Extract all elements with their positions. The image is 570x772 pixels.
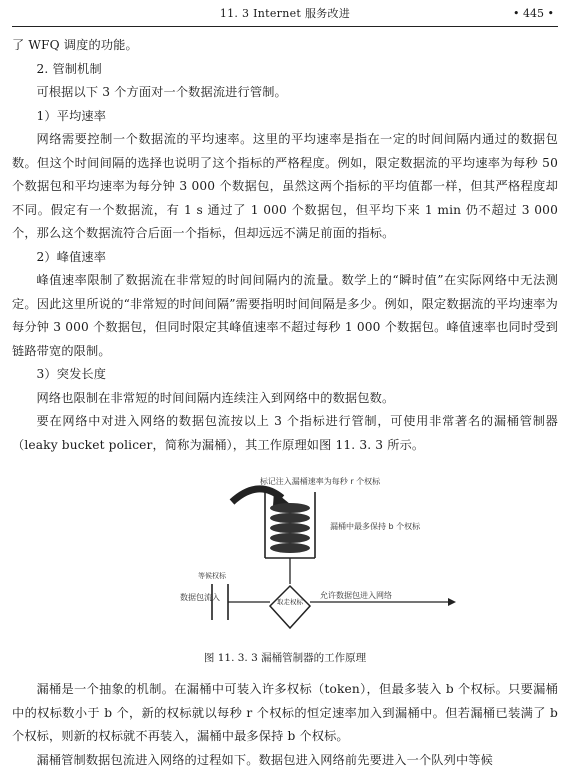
leaky-bucket-figure [170,474,470,640]
paragraph: 要在网络中对进入网络的数据包流按以上 3 个指标进行管制，可使用非常著名的漏桶管制器（leaky bucket policer，简称为漏桶），其工作原理如图 11. 3. 3 所示。 [12,410,558,457]
leaky-bucket-diagram [170,474,470,640]
figure-caption: 图 11. 3. 3 漏桶管制器的工作原理 [0,650,570,665]
token-icon [270,503,310,513]
token-icon [270,543,310,553]
body-text-bottom [12,678,558,772]
diamond-label: 取走权标 [277,597,304,606]
input-label: 数据包流入 [180,592,220,602]
token-icon [270,523,310,533]
bucket-capacity-label: 漏桶中最多保持 b 个权标 [330,521,421,531]
diamond-shape [270,586,310,628]
body-text [12,34,558,457]
item-heading: 1）平均速率 [12,105,558,129]
paragraph: 峰值速率限制了数据流在非常短的时间间隔内的流量。数学上的“瞬时值”在实际网络中无法测定。因此这里所说的“非常短的时间间隔”需要指明时间间隔是多少。例如，限定数据流的平均速率为每分钟 3 000 个数据包，但同时限定其峰值速率不超过每秒 1 000 个数据包。峰值速率也同时受到链路带宽的限制。 [12,269,558,363]
paragraph: 可根据以下 3 个方面对一个数据流进行管制。 [12,81,558,105]
page-number: • 445 • [513,0,554,28]
item-heading: 3）突发长度 [12,363,558,387]
paragraph: 网络需要控制一个数据流的平均速率。这里的平均速率是指在一定的时间间隔内通过的数据包数。但这个时间间隔的选择也说明了这个指标的严格程度。例如，限定数据流的平均速率为每秒 50 个数据包和平均速率为每分钟 3 000 个数据包，虽然这两个指标的平均值都一样，但其严格程度却不同。假定有一个数据流，有 1 s 通过了 1 000 个数据包，但平均下来 1 min 仍不超过 3 000 个，那么这个数据流符合后面一个指标，但却远远不满足前面的指标。 [12,128,558,246]
output-arrow-icon [448,598,456,606]
section-title: 11. 3 Internet 服务改进 [12,0,558,28]
paragraph: 网络也限制在非常短的时间间隔内连续注入到网络中的数据包数。 [12,387,558,411]
paragraph: 漏桶管制数据包流进入网络的过程如下。数据包进入网络前先要进入一个队列中等候 [12,749,558,772]
item-heading: 2）峰值速率 [12,246,558,270]
page-header [12,0,558,27]
output-label: 允许数据包进入网络 [320,590,392,600]
queue-label: 等候权标 [198,571,227,580]
paragraph: 漏桶是一个抽象的机制。在漏桶中可装入许多权标（token），但最多装入 b 个权标。只要漏桶中的权标数小于 b 个，新的权标就以每秒 r 个权标的恒定速率加入到漏桶中。但若漏桶已装满了 b 个权标，则新的权标就不再装入，漏桶中最多保持 b 个权标。 [12,678,558,749]
token-icon [270,513,310,523]
subsection-heading: 2. 管制机制 [12,58,558,82]
paragraph-continuation: 了 WFQ 调度的功能。 [12,34,558,58]
token-rate-label: 标记注入漏桶速率为每秒 r 个权标 [260,476,381,486]
token-stack [270,503,310,553]
token-icon [270,533,310,543]
